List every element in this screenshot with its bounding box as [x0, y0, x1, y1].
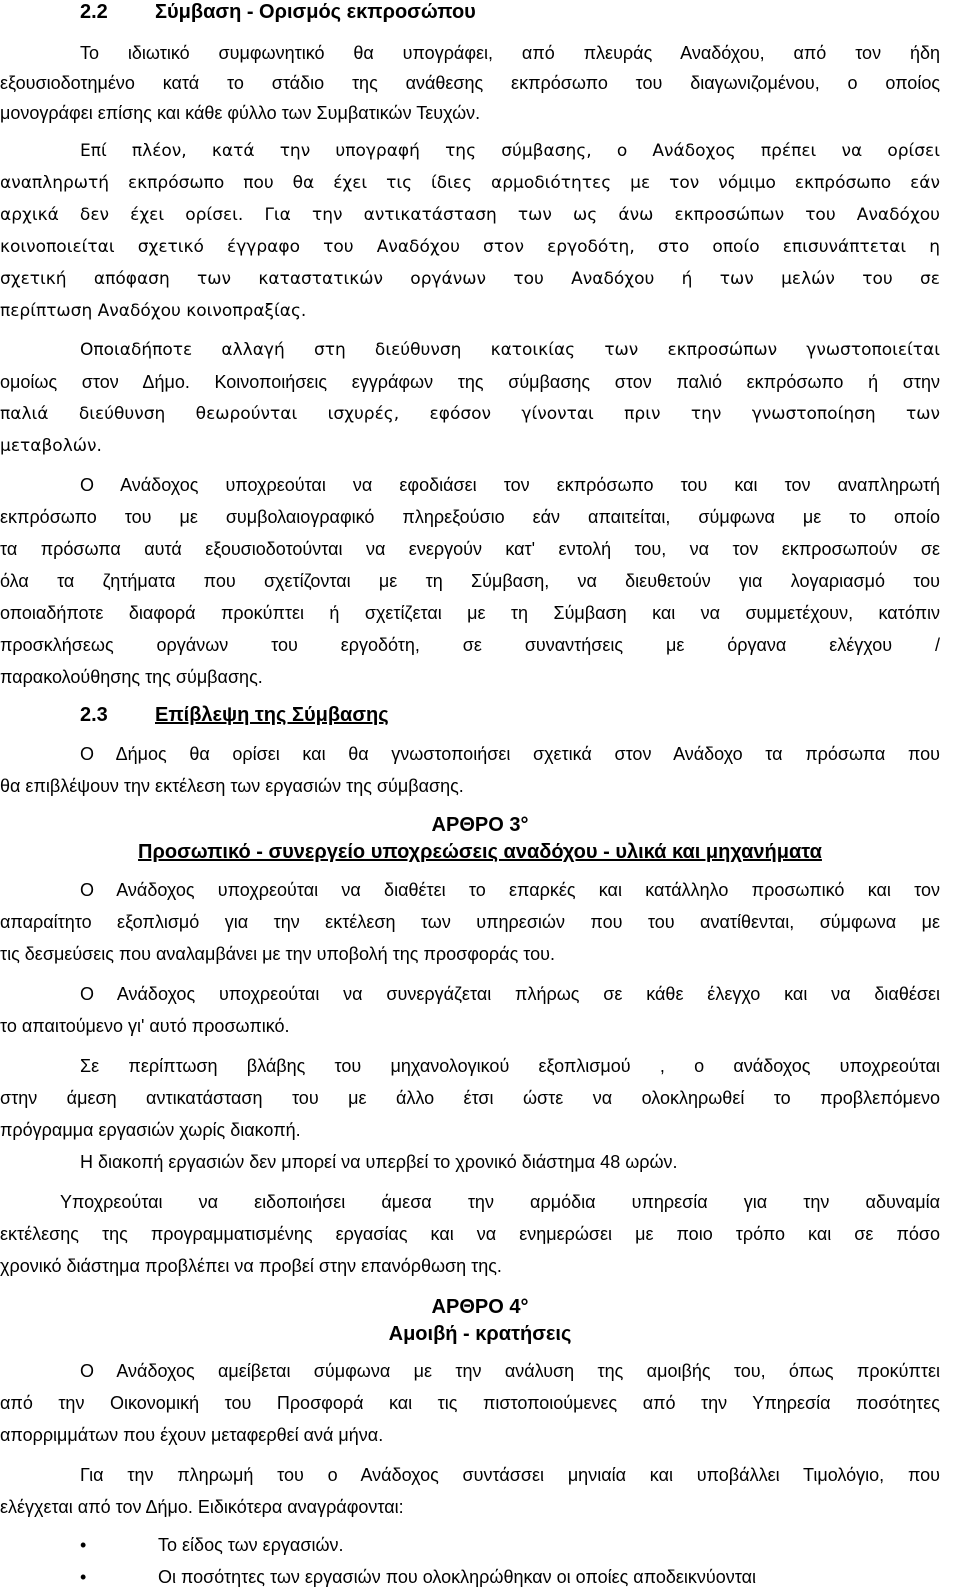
bullet-icon: •	[80, 1535, 87, 1555]
paragraph-line: Για την πληρωμή του ο Ανάδοχος συντάσσει μηνιαία και υποβάλλει Τιμολόγιο, που	[80, 1465, 940, 1485]
paragraph-line: παλιά διεύθυνση θεωρούνται ισχυρές, εφόσον γίνονται πριν την γνωστοποίηση των	[0, 404, 940, 424]
paragraph-line: αρχικά δεν έχει ορίσει. Για την αντικατάσταση των ως άνω εκπροσώπων του Αναδόχου	[0, 205, 940, 225]
paragraph-line: απαραίτητο εξοπλισμό για την εκτέλεση των υπηρεσιών που του ανατίθενται, σύμφωνα με	[0, 912, 940, 932]
paragraph-line: απορριμμάτων που έχουν μεταφερθεί ανά μήνα.	[0, 1425, 384, 1445]
paragraph-line: στην άμεση αντικατάσταση του με άλλο έτσι ώστε να ολοκληρωθεί το προβλεπόμενο	[0, 1088, 940, 1108]
paragraph-line: Σε περίπτωση βλάβης του μηχανολογικού εξοπλισμού , ο ανάδοχος υποχρεούται	[80, 1056, 940, 1076]
paragraph-line: Ο Ανάδοχος αμείβεται σύμφωνα με την ανάλυση της αμοιβής του, όπως προκύπτει	[80, 1361, 940, 1381]
paragraph-line: τα πρόσωπα αυτά εξουσιοδοτούνται να ενεργούν κατ' εντολή του, να τον εκπροσωπούν σε	[0, 539, 940, 559]
paragraph-line: Η διακοπή εργασιών δεν μπορεί να υπερβεί το χρονικό διάστημα 48 ωρών.	[80, 1152, 678, 1172]
paragraph-line: εξουσιοδοτημένο κατά το στάδιο της ανάθεσης εκπρόσωπο του διαγωνιζομένου, ο οποίος	[0, 73, 940, 93]
bullet-text: Το είδος των εργασιών.	[158, 1535, 344, 1555]
article-heading: ΑΡΘΡΟ 3°	[431, 814, 529, 836]
paragraph-line: το απαιτούμενο γι' αυτό προσωπικό.	[0, 1016, 290, 1036]
section-title: Επίβλεψη της Σύμβασης	[155, 704, 389, 726]
paragraph-line: όλα τα ζητήματα που σχετίζονται με τη Σύμβαση, να διευθετούν για λογαριασμό του	[0, 571, 940, 591]
bullet-item	[80, 1534, 940, 1558]
paragraph-line: Υποχρεούται να ειδοποιήσει άμεσα την αρμόδια υπηρεσία για την αδυναμία	[60, 1192, 940, 1212]
paragraph-line: χρονικό διάστημα προβλέπει να προβεί στην επανόρθωση της.	[0, 1256, 502, 1276]
paragraph-line: τις δεσμεύσεις που αναλαμβάνει με την υποβολή της προσφοράς του.	[0, 944, 555, 964]
article-subheading: Προσωπικό - συνεργείο υποχρεώσεις αναδόχου - υλικά και μηχανήματα	[138, 841, 822, 863]
bullet-icon: •	[80, 1567, 87, 1587]
paragraph-line: Οποιαδήποτε αλλαγή στη διεύθυνση κατοικίας των εκπροσώπων γνωστοποιείται	[80, 340, 940, 360]
paragraph-line: ελέγχεται από τον Δήμο. Ειδικότερα αναγράφονται:	[0, 1497, 404, 1517]
paragraph-line: μεταβολών.	[0, 436, 102, 456]
paragraph-line: ομοίως στον Δήμο. Κοινοποιήσεις εγγράφων της σύμβασης στον παλιό εκπρόσωπο ή στην	[0, 372, 940, 392]
section-number: 2.3	[80, 704, 108, 726]
article-heading: ΑΡΘΡΟ 4°	[431, 1296, 529, 1318]
paragraph-line: παρακολούθησης της σύμβασης.	[0, 667, 263, 687]
paragraph-line: εκπρόσωπο του με συμβολαιογραφικό πληρεξούσιο εάν απαιτείται, σύμφωνα με το οποίο	[0, 507, 940, 527]
section-title: Σύμβαση - Ορισμός εκπροσώπου	[155, 1, 476, 23]
paragraph-line: πρόγραμμα εργασιών χωρίς διακοπή.	[0, 1120, 301, 1140]
section-heading-2-2	[0, 0, 960, 26]
paragraph-line: Επί πλέον, κατά την υπογραφή της σύμβασης, ο Ανάδοχος πρέπει να ορίσει	[80, 141, 940, 161]
section-number: 2.2	[80, 1, 108, 23]
paragraph-line: περίπτωση Αναδόχου κοινοπραξίας.	[0, 301, 307, 321]
paragraph-line: από την Οικονομική του Προσφορά και τις πιστοποιούμενες από την Υπηρεσία ποσότητες	[0, 1393, 940, 1413]
paragraph-line: μονογράφει επίσης και κάθε φύλλο των Συμβατικών Τευχών.	[0, 103, 481, 123]
paragraph-line: Το ιδιωτικό συμφωνητικό θα υπογράφει, από πλευράς Αναδόχου, από τον ήδη	[80, 43, 940, 63]
paragraph-line: Ο Ανάδοχος υποχρεούται να εφοδιάσει τον εκπρόσωπο του και τον αναπληρωτή	[80, 475, 940, 495]
bullet-text: Οι ποσότητες των εργασιών που ολοκληρώθηκαν οι οποίες αποδεικνύονται	[158, 1567, 757, 1587]
paragraph-line: Ο Ανάδοχος υποχρεούται να διαθέτει το επαρκές και κατάλληλο προσωπικό και τον	[80, 880, 940, 900]
paragraph-line: κοινοποιείται σχετικό έγγραφο του Αναδόχου στον εργοδότη, στο οποίο επισυνάπτεται η	[0, 237, 940, 257]
paragraph-line: θα επιβλέψουν την εκτέλεση των εργασιών της σύμβασης.	[0, 776, 464, 796]
paragraph-line: προσκλήσεως οργάνων του εργοδότη, σε συναντήσεις με όργανα ελέγχου /	[0, 635, 940, 655]
paragraph-line: αναπληρωτή εκπρόσωπο που θα έχει τις ίδιες αρμοδιότητες με τον νόμιμο εκπρόσωπο εάν	[0, 173, 940, 193]
article-subheading: Αμοιβή - κρατήσεις	[388, 1323, 572, 1345]
paragraph-line: εκτέλεσης της προγραμματισμένης εργασίας και να ενημερώσει με ποιο τρόπο και σε πόσο	[0, 1224, 940, 1244]
paragraph-line: σχετική απόφαση των καταστατικών οργάνων του Αναδόχου ή των μελών του σε	[0, 269, 940, 289]
bullet-item	[80, 1566, 940, 1590]
paragraph-line: Ο Δήμος θα ορίσει και θα γνωστοποιήσει σχετικά στον Ανάδοχο τα πρόσωπα που	[80, 744, 940, 764]
paragraph-line: Ο Ανάδοχος υποχρεούται να συνεργάζεται πλήρως σε κάθε έλεγχο και να διαθέσει	[80, 984, 940, 1004]
paragraph-line: οποιαδήποτε διαφορά προκύπτει ή σχετίζεται με τη Σύμβαση και να συμμετέχουν, κατόπιν	[0, 603, 940, 623]
section-heading-2-3	[0, 703, 960, 729]
